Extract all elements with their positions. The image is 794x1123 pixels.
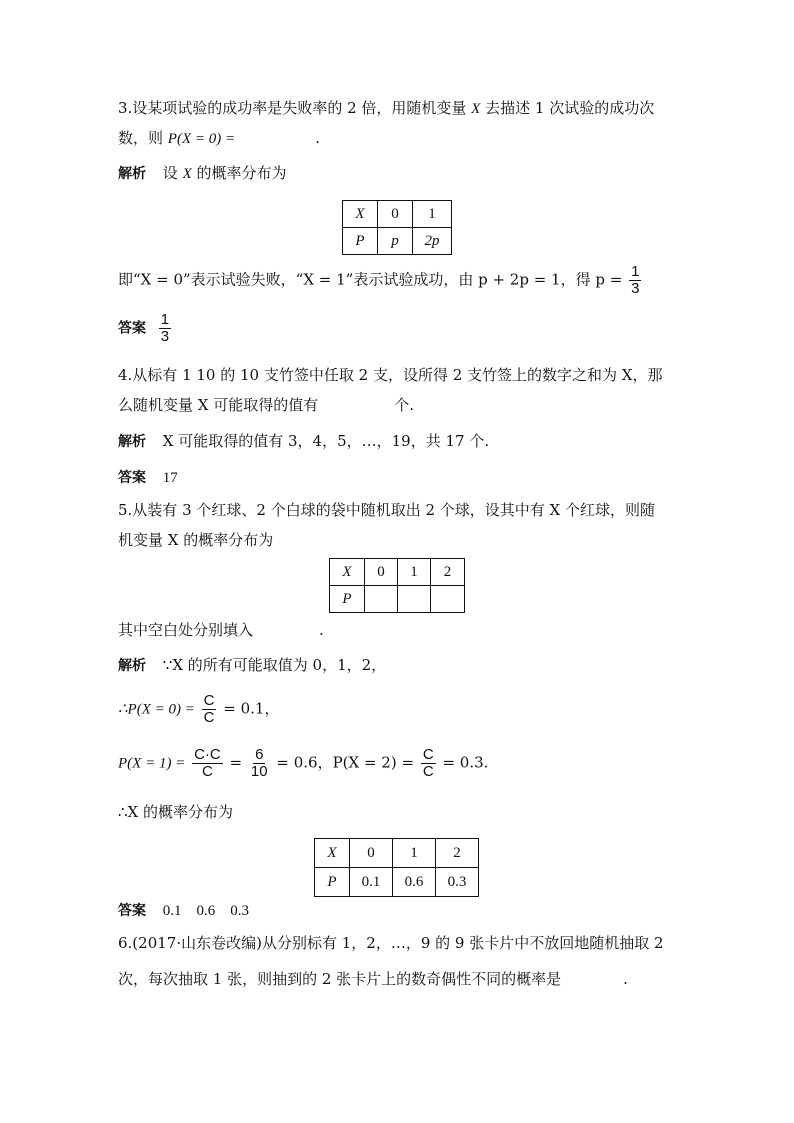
table-cell: 2p: [413, 228, 452, 255]
q3-analysis: [118, 162, 287, 183]
q5-eq1: ∴P(X = 0) = $\frac{C}{C}$ = 0.1，: [118, 692, 280, 726]
fraction: $\frac{C}{C}$: [203, 692, 215, 726]
q3-explain: [118, 264, 643, 297]
q5-distribution-table: [329, 558, 465, 613]
fraction: $\frac{C\cdot C}{C}$: [194, 746, 221, 780]
table-cell: [365, 586, 398, 613]
q6-line1: 6.(2017·山东卷改编)从分别标有 1，2，…，9 的 9 张卡片中不放回地随机抽取 2: [118, 934, 664, 952]
table-row: [343, 228, 452, 255]
q3-line2: [118, 127, 320, 148]
table-cell: X: [315, 839, 350, 868]
q5-line1: 5.从装有 3 个红球、2 个白球的袋中随机取出 2 个球，设其中有 X 个红球，则随: [118, 501, 656, 519]
answer-label: 答案: [118, 320, 146, 337]
q3-line2-post: .: [315, 129, 320, 147]
q4-line2: [118, 394, 414, 415]
q5-analysis: [118, 654, 386, 675]
q4-answer-value: 17: [162, 470, 178, 486]
table-cell: P: [343, 228, 378, 255]
table-cell: 0.1: [350, 868, 393, 897]
q3-distribution-table: [342, 200, 452, 255]
table-cell: P: [330, 586, 365, 613]
q4-line2-post: 个.: [394, 396, 414, 414]
q3-answer-fraction: $\frac{1}{3}$: [160, 311, 170, 345]
table-cell: 0.6: [393, 868, 436, 897]
table-row: [330, 586, 465, 613]
table-cell: 1: [413, 201, 452, 228]
table-cell: 1: [393, 839, 436, 868]
q3-line1: [118, 97, 654, 118]
table-cell: p: [378, 228, 413, 255]
table-cell: X: [330, 559, 365, 586]
q4-analysis: [118, 430, 489, 451]
q3-explain-text: 即“X = 0”表示试验失败，“X = 1”表示试验成功，由 p + 2p = 1，得 p =: [118, 270, 623, 289]
table-cell: 0.3: [436, 868, 479, 897]
q3-line1-pre: 3.设某项试验的成功率是失败率的 2 倍，用随机变量: [118, 99, 472, 117]
q5-result-table: [314, 838, 479, 897]
q4-line1: 4.从标有 1 10 的 10 支竹签中任取 2 支，设所得 2 支竹签上的数字之和为 X，那: [118, 366, 663, 384]
q3-line2-pre: 数，则: [118, 129, 168, 147]
fraction: $\frac{C}{C}$: [422, 746, 434, 780]
q5-fill-line: 其中空白处分别填入 .: [118, 621, 324, 639]
answer-label: 答案: [118, 903, 146, 919]
q4-analysis-text: X 可能取得的值有 3，4，5，…，19，共 17 个.: [162, 432, 490, 450]
table-cell: 2: [431, 559, 465, 586]
table-cell: X: [343, 201, 378, 228]
table-cell: 0: [365, 559, 398, 586]
q3-analysis-pre: 设: [162, 164, 183, 182]
table-cell: 0: [350, 839, 393, 868]
q5-dist-intro: ∴X 的概率分布为: [118, 803, 233, 821]
analysis-label: 解析: [118, 434, 146, 450]
table-row: [343, 201, 452, 228]
q5-answer-value: 0.1 0.6 0.3: [162, 903, 250, 919]
q5-answer: [118, 899, 249, 920]
fraction: $\frac{6}{10}$: [250, 746, 268, 780]
q6-line2-text: 次，每次抽取 1 张，则抽到的 2 张卡片上的数奇偶性不同的概率是: [118, 970, 562, 988]
q6-line2: 次，每次抽取 1 张，则抽到的 2 张卡片上的数奇偶性不同的概率是 .: [118, 970, 628, 988]
table-row: [315, 868, 479, 897]
table-cell: [431, 586, 465, 613]
q5-fill-text: 其中空白处分别填入: [118, 621, 254, 639]
table-cell: 1: [398, 559, 431, 586]
q3-var-x: X: [471, 101, 481, 117]
q5-eq2: P(X = 1) = $\frac{C\cdot C}{C}$ = $\frac{6}{10}$ = 0.6，P(X = 2) = $\frac{C}{C}$ = 0.3.: [118, 746, 489, 780]
q3-line2-expr: P(X = 0) =: [167, 131, 236, 147]
table-cell: 2: [436, 839, 479, 868]
answer-label: 答案: [118, 470, 146, 486]
q5-line2: 机变量 X 的概率分布为: [118, 531, 274, 549]
q3-analysis-post: 的概率分布为: [191, 164, 287, 182]
q3-fraction: $\frac{1}{3}$: [631, 263, 640, 297]
q3-answer: [118, 312, 173, 345]
analysis-label: 解析: [118, 166, 146, 182]
q4-answer: [118, 467, 178, 487]
table-row: [315, 839, 479, 868]
q3-analysis-var: X: [182, 166, 192, 182]
q5-analysis-text: ∵X 的所有可能取值为 0，1，2，: [162, 656, 387, 674]
q3-line1-post: 去描述 1 次试验的成功次: [480, 99, 655, 117]
analysis-label: 解析: [118, 658, 146, 674]
q4-line2-pre: 么随机变量 X 可能取得的值有: [118, 396, 319, 414]
table-cell: [398, 586, 431, 613]
table-cell: P: [315, 868, 350, 897]
table-cell: 0: [378, 201, 413, 228]
table-row: [330, 559, 465, 586]
